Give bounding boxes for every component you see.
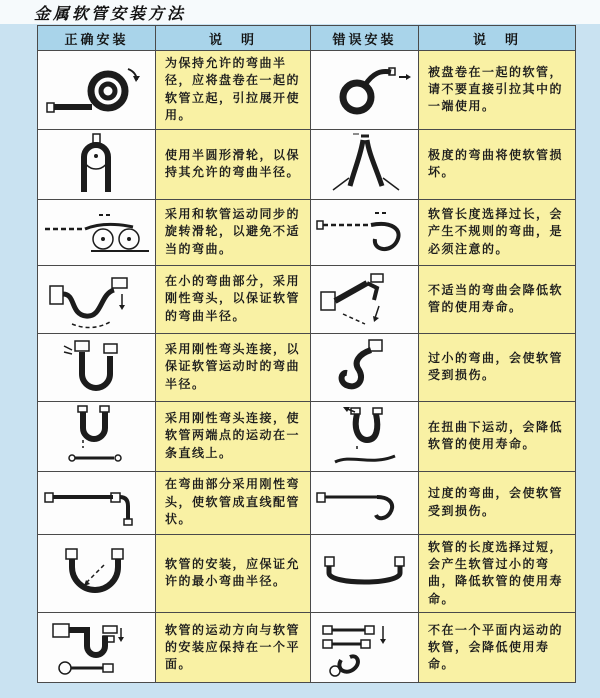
wrong-description: 在扭曲下运动，会降低软管的使用寿命。 [419, 401, 576, 471]
straight-line-motion-illustration [40, 404, 153, 468]
correct-description: 使用半圆形滑轮，以保持其允许的弯曲半径。 [156, 129, 311, 199]
header-row [38, 26, 576, 51]
correct-description: 软管的安装，应保证允许的最小弯曲半径。 [156, 534, 311, 613]
table-row [38, 613, 576, 683]
hose-installation-table [37, 25, 576, 683]
wrong-description: 不在一个平面内运动的软管，会降低使用寿命。 [419, 613, 576, 683]
correct-description: 采用和软管运动同步的旋转滑轮，以避免不适当的弯曲。 [156, 199, 311, 265]
table-row [38, 401, 576, 471]
coiled-hose-unrolled-illustration [40, 55, 153, 125]
page-title: 金属软管安装方法 [34, 4, 187, 23]
correct-description: 软管的运动方向与软管的安装应保持在一个平面。 [156, 613, 311, 683]
table-row [38, 51, 576, 130]
wrong-description: 极度的弯曲将使软管损坏。 [419, 129, 576, 199]
correct-description: 在小的弯曲部分，采用刚性弯头，以保证软管的弯曲半径。 [156, 265, 311, 333]
pulley-hose-illustration [40, 132, 153, 196]
minimum-bend-radius-illustration [40, 543, 153, 603]
wrong-description: 软管的长度选择过短，会产生软管过小的弯曲，降低软管的使用寿命。 [419, 534, 576, 613]
rotating-pulleys-illustration [40, 203, 153, 261]
wrong-description: 不适当的弯曲会降低软管的使用寿命。 [419, 265, 576, 333]
rigid-elbow-u-loop-illustration [40, 336, 153, 398]
wrong-description: 过小的弯曲，会使软管受到损伤。 [419, 333, 576, 401]
rigid-elbow-small-bend-illustration [40, 268, 153, 330]
correct-description: 为保持允许的弯曲半径，应将盘卷在一起的软管立起，引拉展开使用。 [156, 51, 311, 130]
extreme-bend-illustration [313, 132, 416, 196]
table-row [38, 333, 576, 401]
improper-bend-illustration [313, 268, 416, 330]
correct-description: 在弯曲部分采用刚性弯头，使软管成直线配管状。 [156, 471, 311, 534]
table-row [38, 471, 576, 534]
header-wrong-install: 错误安装 [311, 26, 419, 51]
table-row [38, 129, 576, 199]
header-correct-install: 正确安装 [38, 26, 156, 51]
header-correct-description: 说 明 [156, 26, 311, 51]
correct-description: 采用刚性弯头连接，使软管两端点的运动在一条直线上。 [156, 401, 311, 471]
too-small-bend-illustration [313, 336, 416, 398]
wrong-description: 被盘卷在一起的软管，请不要直接引拉其中的一端使用。 [419, 51, 576, 130]
out-of-plane-motion-illustration [313, 616, 416, 680]
table-row [38, 199, 576, 265]
twisted-motion-illustration [313, 404, 416, 468]
table-row [38, 265, 576, 333]
over-bent-end-illustration [313, 475, 416, 530]
short-hose-flat-u-illustration [313, 543, 416, 603]
wrong-description: 软管长度选择过长，会产生不规则的弯曲，是必须注意的。 [419, 199, 576, 265]
wrong-description: 过度的弯曲，会使软管受到损伤。 [419, 471, 576, 534]
straight-run-elbow-illustration [40, 475, 153, 530]
table-row [38, 534, 576, 613]
motion-in-plane-illustration [40, 616, 153, 680]
header-wrong-description: 说 明 [419, 26, 576, 51]
coiled-hose-pulled-illustration [313, 55, 416, 125]
correct-description: 采用刚性弯头连接，以保证软管运动时的弯曲半径。 [156, 333, 311, 401]
irregular-bend-illustration [313, 203, 416, 261]
